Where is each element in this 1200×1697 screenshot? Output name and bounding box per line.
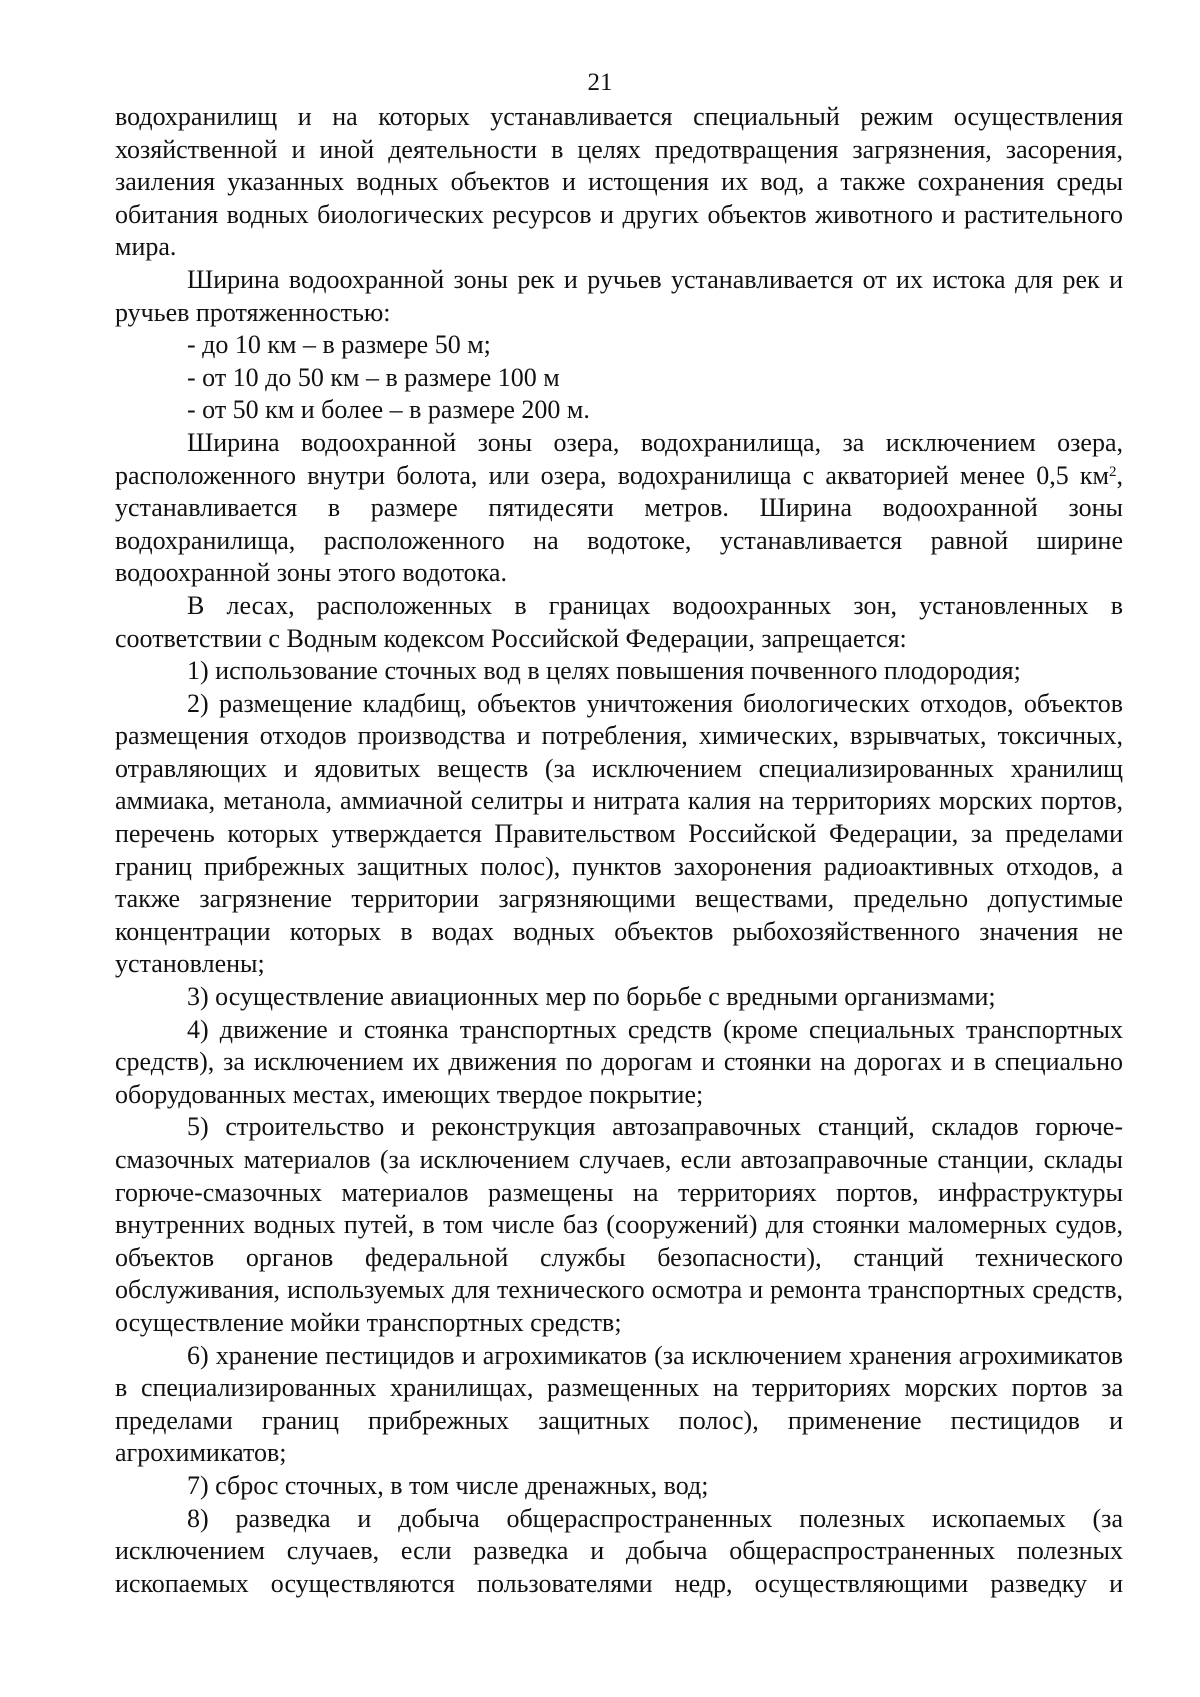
superscript-square: 2 <box>1109 463 1117 480</box>
prohibition-item-8: 8) разведка и добыча общераспространенных полезных ископаемых (за исключением случаев, если разведка и добыча общераспространенных полезных ископаемых осуществляются пользователями недр, осуществляющими разведку и <box>115 1503 1123 1598</box>
prohibition-item-7: 7) сброс сточных, в том числе дренажных, вод; <box>187 1470 709 1500</box>
list-item-10-to-50km: - от 10 до 50 км – в размере 100 м <box>187 362 560 392</box>
paragraph-prohibitions-intro: В лесах, расположенных в границах водоохранных зон, установленных в соответствии с Водным кодексом Российской Федерации, запрещается: <box>115 590 1123 653</box>
list-item-over-50km: - от 50 км и более – в размере 200 м. <box>187 395 590 425</box>
prohibition-item-1: 1) использование сточных вод в целях повышения почвенного плодородия; <box>187 656 1021 686</box>
paragraph-lake-zone-width <box>115 427 1123 590</box>
paragraph-continuation: водохранилищ и на которых устанавливается специальный режим осуществления хозяйственной и иной деятельности в целях предотвращения загрязнения, засорения, заиления указанных водных объектов и истощения их вод, а также сохранения среды обитания водных биологических ресурсов и других объектов животного и растительного мира. <box>115 102 1123 262</box>
paragraph-river-zone-width: Ширина водоохранной зоны рек и ручьев устанавливается от их истока для рек и ручьев протяженностью: <box>115 264 1123 327</box>
document-body <box>115 101 1123 1600</box>
prohibition-item-4: 4) движение и стоянка транспортных средств (кроме специальных транспортных средств), за исключением их движения по дорогам и стоянки на дорогах и в специально оборудованных местах, имеющих твердое покрытие; <box>115 1014 1123 1109</box>
prohibition-item-2: 2) размещение кладбищ, объектов уничтожения биологических отходов, объектов размещения отходов производства и потребления, химических, взрывчатых, токсичных, отравляющих и ядовитых веществ (за исключением специализированных хранилищ аммиака, метанола, аммиачной селитры и нитрата калия на территориях морских портов, перечень которых утверждается Правительством Российской Федерации, за пределами границ прибрежных защитных полос), пунктов захоронения радиоактивных отходов, а также загрязнение территории загрязняющими веществами, предельно допустимые концентрации которых в водах водных объектов рыбохозяйственного значения не установлены; <box>115 688 1123 979</box>
prohibition-item-3: 3) осуществление авиационных мер по борьбе с вредными организмами; <box>187 982 996 1012</box>
prohibition-item-5: 5) строительство и реконструкция автозаправочных станций, складов горюче-смазочных материалов (за исключением случаев, если автозаправочные станции, склады горюче-смазочных материалов размещены на территориях портов, инфраструктуры внутренних водных путей, в том числе баз (сооружений) для стоянки маломерных судов, объектов органов федеральной службы безопасности), станций технического обслуживания, используемых для технического осмотра и ремонта транспортных средств, осуществление мойки транспортных средств; <box>115 1112 1123 1337</box>
lake-zone-text-after: , устанавливается в размере пятидесяти метров. Ширина водоохранной зоны водохранилища, расположенного на водотоке, устанавливается равной ширине водоохранной зоны этого водотока. <box>115 460 1123 588</box>
lake-zone-text-before: Ширина водоохранной зоны озера, водохранилища, за исключением озера, расположенного внутри болота, или озера, водохранилища с акваторией менее 0,5 км <box>115 427 1123 490</box>
prohibition-item-6: 6) хранение пестицидов и агрохимикатов (за исключением хранения агрохимикатов в специализированных хранилищах, размещенных на территориях морских портов за пределами границ прибрежных защитных полос), применение пестицидов и агрохимикатов; <box>115 1340 1123 1468</box>
list-item-up-to-10km: - до 10 км – в размере 50 м; <box>187 330 491 360</box>
page-number: 21 <box>587 69 613 96</box>
